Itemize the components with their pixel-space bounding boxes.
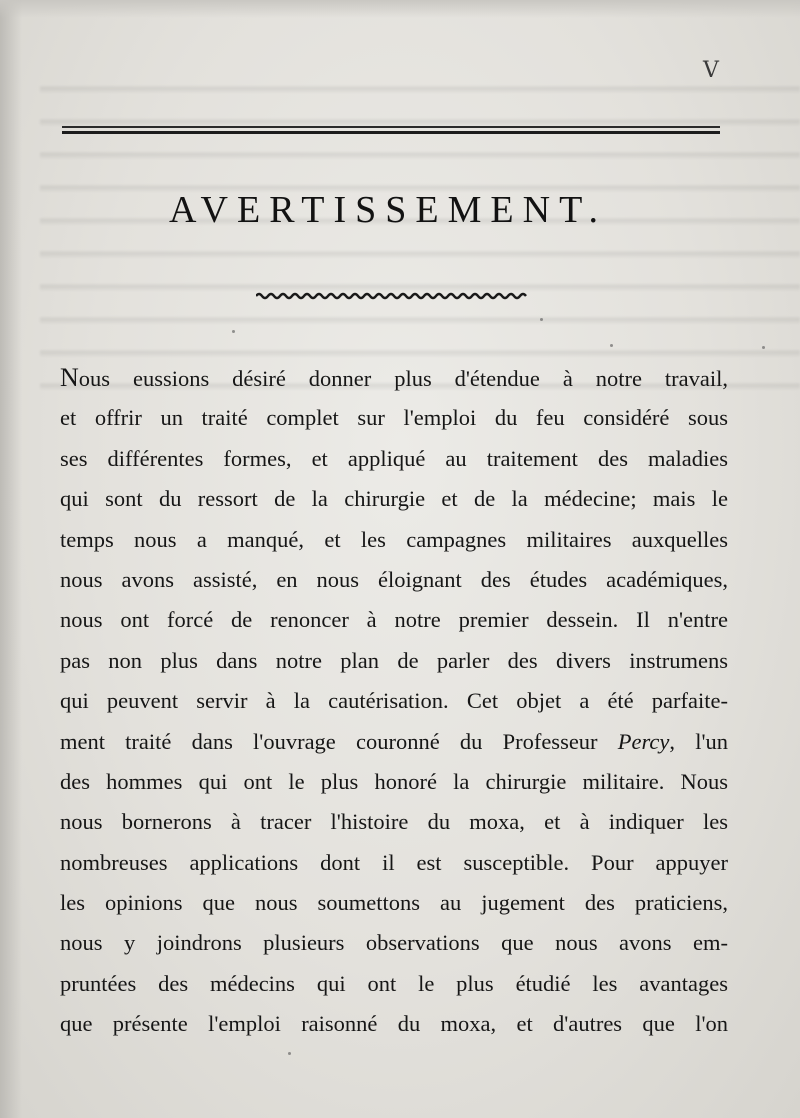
body-text [60,358,728,1045]
paper-speck [232,330,235,333]
section-title: AVERTISSEMENT. [169,189,607,231]
text-line: les opinions que nous soumettons au jugement des praticiens, [60,890,728,916]
text-line: nombreuses applications dont il est susceptible. Pour appuyer [60,849,728,875]
author-name-italic: Percy [617,728,670,754]
paper-speck [540,318,543,321]
text-line [60,722,728,762]
text-line: nous y joindrons plusieurs observations que nous avons em- [60,930,728,956]
drop-cap: N [60,363,79,392]
text-line: qui peuvent servir à la cautérisation. Cet objet a été parfaite- [60,688,728,714]
text-line: nous bornerons à tracer l'histoire du moxa, et à indiquer les [60,809,728,835]
text-line: pas non plus dans notre plan de parler des divers instrumens [60,647,728,673]
text-line-content: , l'un [669,728,728,754]
text-line [60,358,728,398]
page-signature-mark: V [703,58,719,83]
text-line: pruntées des médecins qui ont le plus étudié les avantages [60,970,728,996]
text-line: et offrir un traité complet sur l'emploi du feu considéré sous [60,405,728,431]
paper-speck [288,1052,291,1055]
page-top-shadow [0,0,800,18]
text-line: nous avons assisté, en nous éloignant des études académiques, [60,566,728,592]
text-line: que présente l'emploi raisonné du moxa, et d'autres que l'on [60,1011,728,1037]
text-line-content: ous eussions désiré donner plus d'étendue à notre travail, [78,366,728,391]
ornamental-wavy-rule [256,292,528,300]
text-line: ses différentes formes, et appliqué au traitement des maladies [60,445,728,471]
text-line: nous ont forcé de renoncer à notre premier dessein. Il n'entre [60,607,728,633]
header-double-rule [62,126,720,136]
text-line: temps nous a manqué, et les campagnes militaires auxquelles [60,526,728,552]
text-line-content: ment traité dans l'ouvrage couronné du Professeur [60,728,618,754]
paper-speck [762,346,765,349]
page-edge-shadow [0,0,22,1118]
paper-speck [610,344,613,347]
text-line: des hommes qui ont le plus honoré la chirurgie militaire. Nous [60,768,728,794]
text-line: qui sont du ressort de la chirurgie et de la médecine; mais le [60,486,728,512]
